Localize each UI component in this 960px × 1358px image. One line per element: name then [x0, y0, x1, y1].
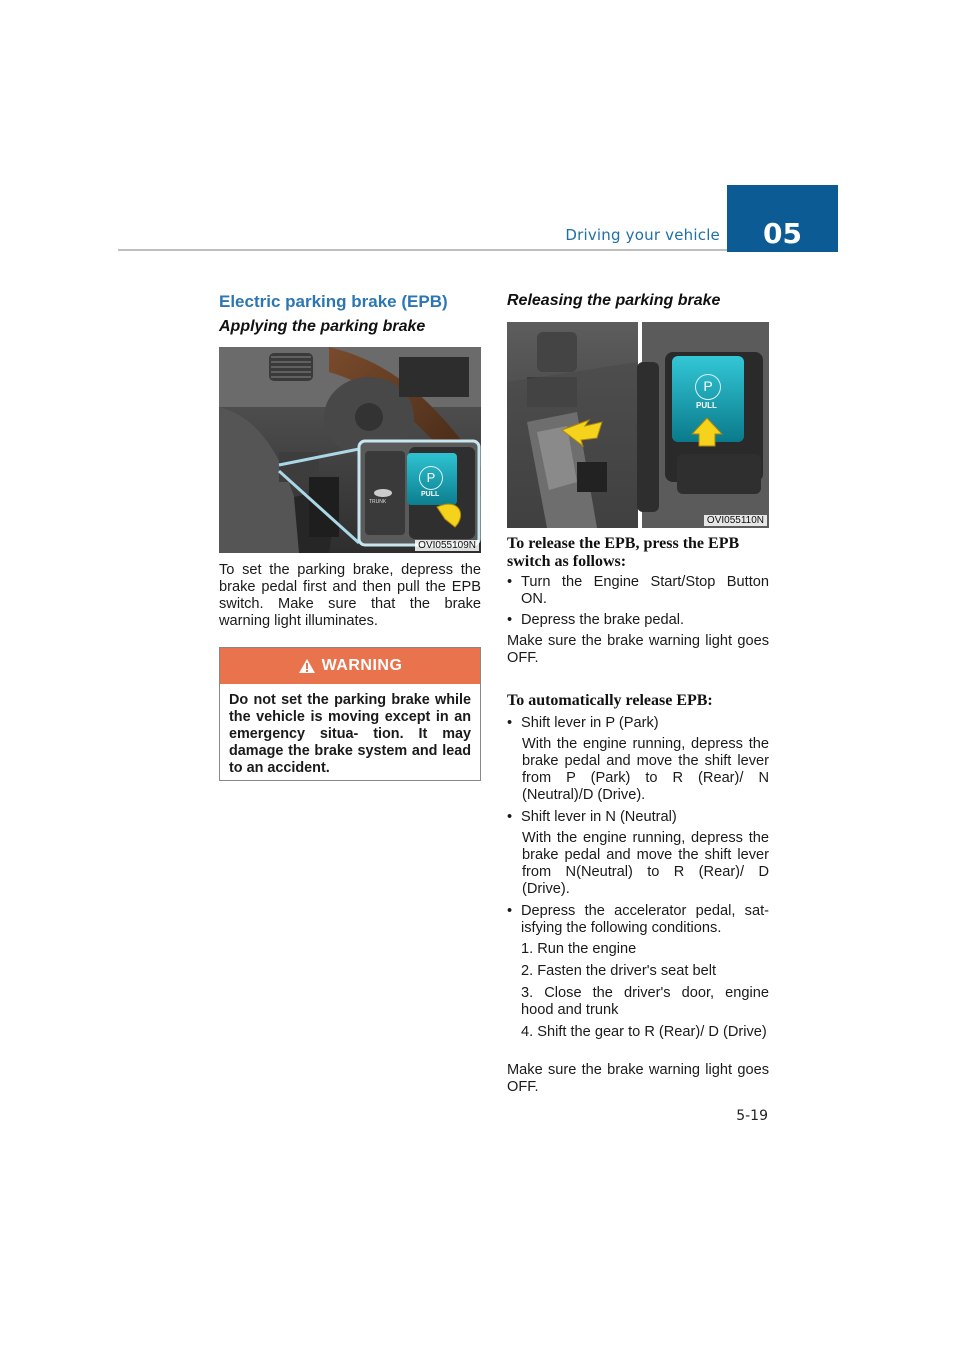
chapter-tab [727, 185, 838, 252]
chapter-number: 05 [763, 217, 802, 250]
photo-code-left: OVI055109N [415, 540, 479, 551]
condition-item: 2. Fasten the driver's seat belt [521, 963, 717, 979]
applying-subheading: Applying the parking brake [219, 318, 426, 335]
applying-photo [219, 347, 481, 553]
photo-code-right: OVI055110N [704, 515, 767, 526]
applying-body: To set the parking brake, depress the brake pedal first and then pull the EPB switch. Make sure that the brake warning light illuminates. [219, 562, 481, 629]
condition-item: 1. Run the engine [521, 941, 637, 957]
warning-text: Do not set the parking brake while the vehicle is moving except in an emergency situa- tion. It may damage the brake system and lead to an accident. [229, 692, 471, 776]
auto-heading: To automatically release EPB: [507, 692, 713, 709]
release-bullet-text: Turn the Engine Start/Stop Button ON. [521, 574, 769, 607]
p-symbol-left: P [419, 466, 443, 490]
releasing-subheading: Releasing the parking brake [507, 292, 721, 309]
auto-bullet-text: With the engine running, depress the brake pedal and move the shift lever from N(Neutral) to R (Rear)/ D (Drive). [522, 830, 769, 897]
p-symbol-right: P [695, 374, 721, 400]
condition-item: 3. Close the driver's door, engine hood and trunk [521, 985, 769, 1018]
pull-label-left: PULL [421, 491, 440, 498]
warning-title: WARNING [321, 657, 403, 674]
releasing-photo [507, 322, 769, 528]
auto-bullet: • Shift lever in N (Neutral) With the engine running, depress the brake pedal and move the shift lever from N(Neutral) to R (Rear)/ D (Drive). [507, 809, 769, 897]
release-note: Make sure the brake warning light goes OFF. [507, 633, 769, 666]
warning-triangle-icon [298, 658, 316, 674]
auto-bullet: • Depress the accelerator pedal, sat- isfying the following conditions. [507, 903, 769, 936]
auto-bullet-title: Depress the accelerator pedal, sat- isfying the following conditions. [521, 903, 769, 936]
release-bullet-text: Depress the brake pedal. [521, 612, 685, 628]
trunk-label: TRUNK [369, 499, 387, 505]
section-heading: Electric parking brake (EPB) [219, 292, 448, 311]
warning-box [219, 647, 481, 781]
condition-item: 4. Shift the gear to R (Rear)/ D (Drive) [521, 1024, 767, 1040]
warning-header [220, 648, 480, 684]
header-section-title: Driving your vehicle [565, 226, 720, 244]
auto-bullet: • Shift lever in P (Park) With the engine running, depress the brake pedal and move the shift lever from P (Park) to R (Rear)/ N (Neutral)/D (Drive). [507, 715, 769, 803]
release-bullet: • Turn the Engine Start/Stop Button ON. [507, 574, 769, 607]
release-heading: To release the EPB, press the EPB switch as follows: [507, 535, 740, 570]
release-bullet: • Depress the brake pedal. [507, 612, 769, 629]
pull-label-right: PULL [696, 401, 717, 410]
auto-bullet-text: With the engine running, depress the brake pedal and move the shift lever from P (Park) to R (Rear)/ N (Neutral)/D (Drive). [522, 736, 769, 803]
auto-bullet-title: Shift lever in P (Park) [521, 715, 659, 731]
auto-bullet-title: Shift lever in N (Neutral) [521, 809, 677, 825]
release-illustration [507, 322, 769, 528]
dashboard-illustration [219, 347, 481, 553]
auto-note: Make sure the brake warning light goes OFF. [507, 1062, 769, 1095]
page-number: 5-19 [736, 1108, 768, 1124]
header-rule [118, 249, 728, 251]
